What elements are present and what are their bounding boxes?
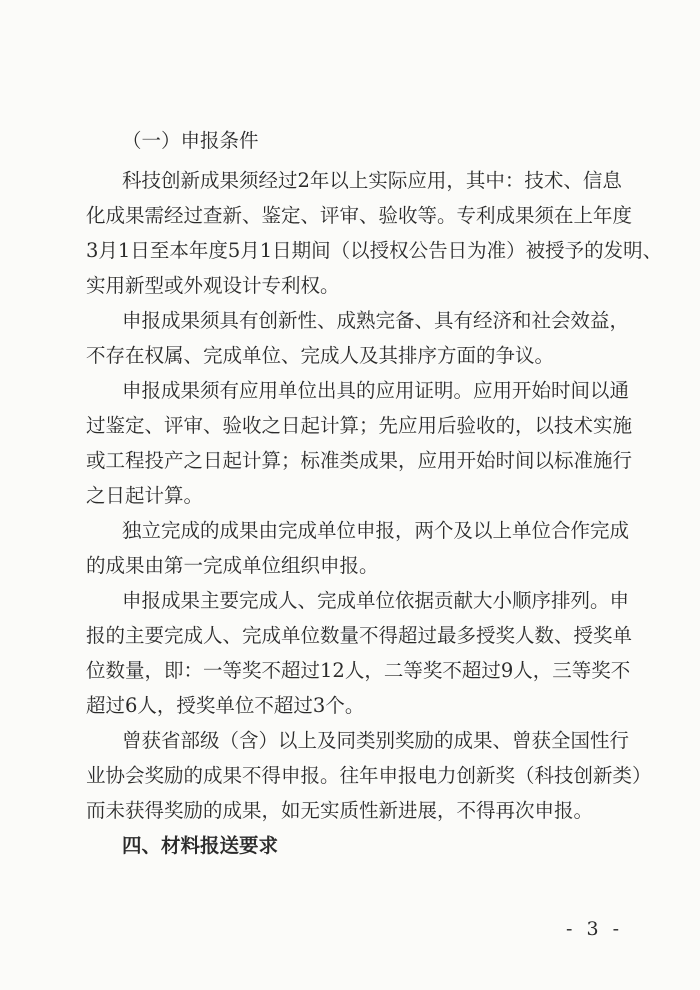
section-heading-materials: 四、材料报送要求 — [122, 834, 279, 857]
paragraph-line: 而未获得奖励的成果，如无实质性新进展，不得再次申报。 — [86, 799, 594, 822]
paragraph-line: 的成果由第一完成单位组织申报。 — [86, 554, 379, 577]
paragraph-line: 申报成果须有应用单位出具的应用证明。应用开始时间以通 — [122, 379, 630, 402]
paragraph-line: 过鉴定、评审、验收之日起计算；先应用后验收的，以技术实施 — [86, 414, 633, 437]
paragraph-line: 独立完成的成果由完成单位申报，两个及以上单位合作完成 — [122, 519, 630, 542]
paragraph-line: 科技创新成果须经过2年以上实际应用，其中：技术、信息 — [122, 169, 622, 192]
paragraph-line: 曾获省部级（含）以上及同类别奖励的成果、曾获全国性行 — [122, 729, 630, 752]
paragraph-line: 位数量，即：一等奖不超过12人，二等奖不超过9人，三等奖不 — [86, 659, 631, 682]
paragraph-line: 超过6人，授奖单位不超过3个。 — [86, 694, 365, 717]
paragraph-line: 之日起计算。 — [86, 484, 204, 507]
paragraph-line: 化成果需经过查新、鉴定、评审、验收等。专利成果须在上年度 — [86, 204, 633, 227]
page-number: - 3 - — [566, 918, 624, 940]
paragraph-line: 或工程投产之日起计算；标准类成果，应用开始时间以标准施行 — [86, 449, 633, 472]
paragraph-line: 申报成果须具有创新性、成熟完备、具有经济和社会效益， — [122, 309, 630, 332]
paragraph-line: 实用新型或外观设计专利权。 — [86, 274, 340, 297]
section-heading: （一）申报条件 — [122, 129, 259, 152]
paragraph-line: 业协会奖励的成果不得申报。往年申报电力创新奖（科技创新类） — [86, 764, 652, 787]
paragraph-line: 报的主要完成人、完成单位数量不得超过最多授奖人数、授奖单 — [86, 624, 633, 647]
paragraph-line: 申报成果主要完成人、完成单位依据贡献大小顺序排列。申 — [122, 589, 630, 612]
paragraph-line: 不存在权属、完成单位、完成人及其排序方面的争议。 — [86, 344, 555, 367]
paragraph-line: 3月1日至本年度5月1日期间（以授权公告日为准）被授予的发明、 — [86, 239, 663, 262]
